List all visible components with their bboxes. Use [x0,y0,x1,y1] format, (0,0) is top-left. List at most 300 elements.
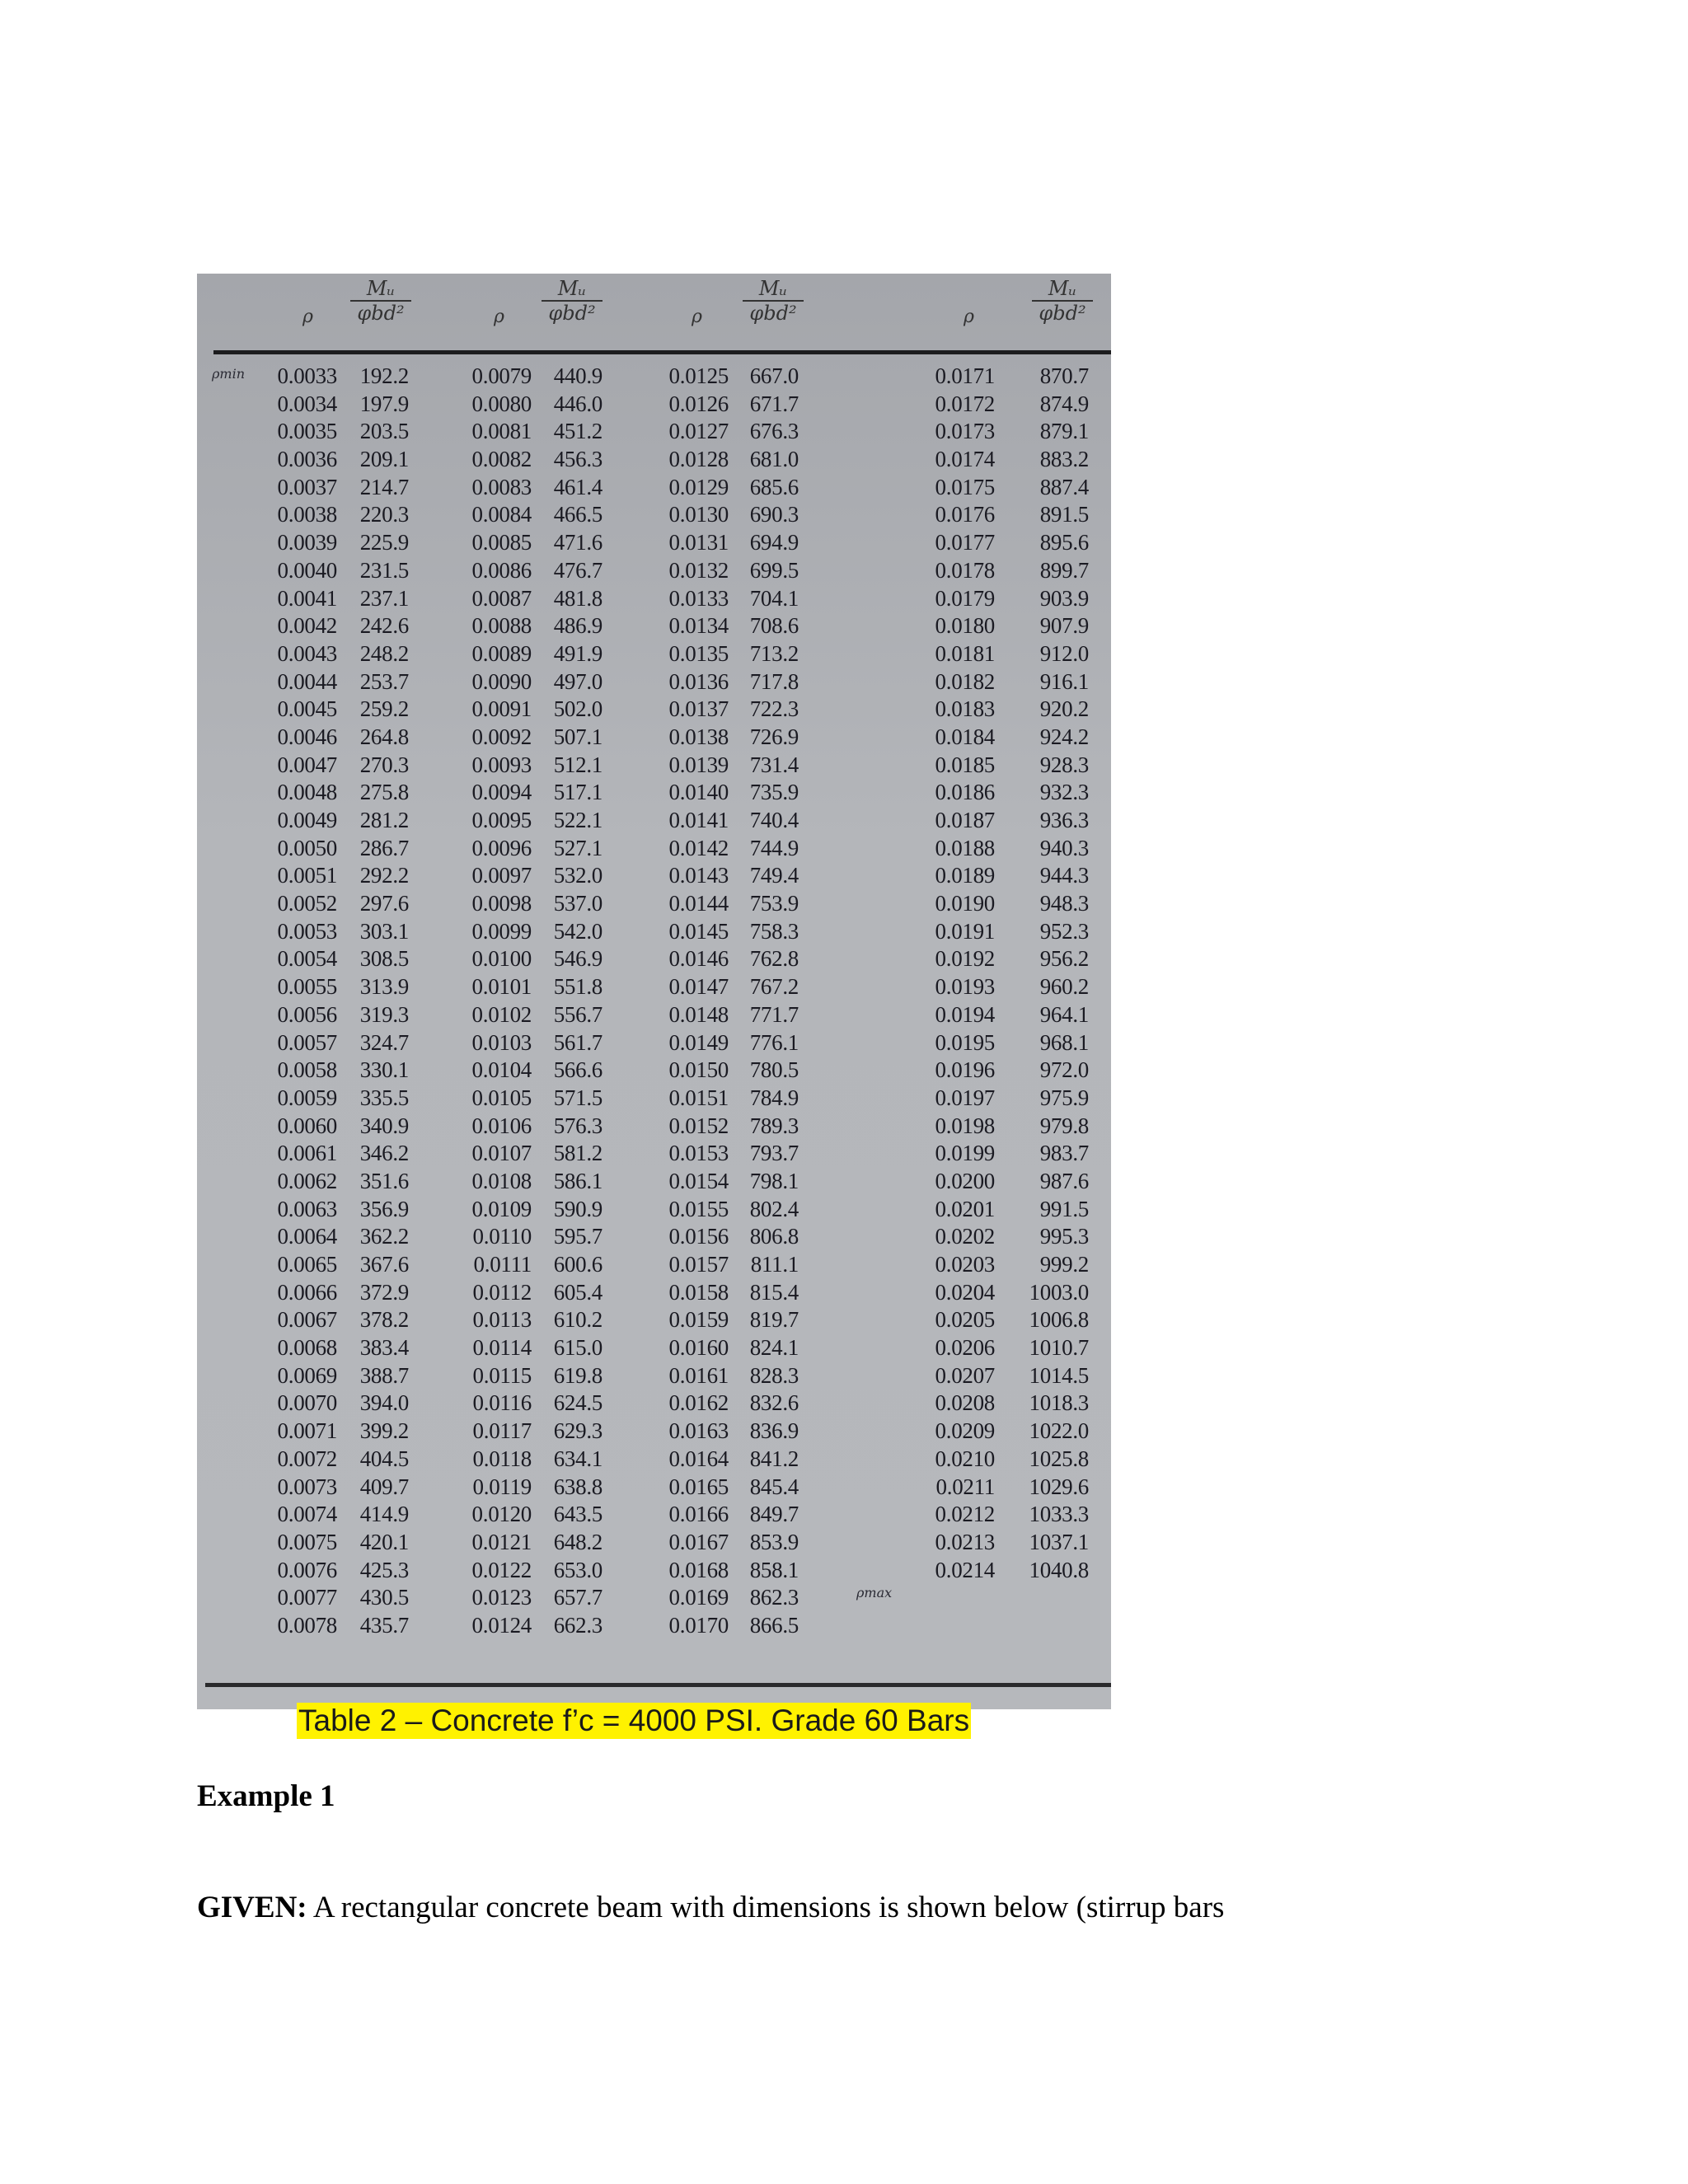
table-caption: Table 2 – Concrete f’c = 4000 PSI. Grade 60 Bars [298,1704,970,1737]
rho-value-cell: 0.0162 [668,1390,729,1416]
rho-value-cell: 0.0120 [471,1502,532,1527]
mu-value-cell: 936.3 [1039,808,1089,832]
rho-value-cell: 0.0179 [935,585,995,611]
rho-value-cell: 0.0087 [471,585,532,611]
mu-value-cell: 308.5 [359,946,409,972]
bottom-rule [205,1683,1111,1687]
rho-value-cell: 0.0207 [935,1362,995,1388]
rho-value-cell: 0.0143 [668,863,729,888]
mu-value-cell: 928.3 [1039,752,1089,777]
mu-value-cell: 960.2 [1039,974,1089,1000]
rho-value-cell: 0.0167 [668,1529,729,1554]
rho-value-cell: 0.0150 [668,1057,729,1083]
rho-value-cell: 0.0166 [668,1502,729,1527]
rho-value-cell: 0.0139 [668,752,729,777]
rho-value-cell: 0.0061 [277,1141,337,1166]
header-mu-denominator: φbd² [1039,302,1086,325]
rho-value-cell: 0.0174 [935,447,995,472]
mu-value-cell: 486.9 [553,613,603,639]
rho-value-cell: 0.0146 [668,946,729,972]
rho-value-cell: 0.0193 [935,974,995,1000]
rho-value-cell: 0.0189 [935,863,995,888]
mu-value-cell: 237.1 [359,585,409,611]
mu-value-cell: 362.2 [359,1224,409,1249]
rho-value-cell: 0.0056 [277,1001,337,1027]
mu-value-cell: 367.6 [359,1252,409,1277]
mu-value-cell: 753.9 [749,891,799,916]
mu-value-cell: 968.1 [1039,1029,1089,1055]
rho-value-cell: 0.0119 [472,1474,532,1499]
mu-value-cell: 259.2 [359,696,409,722]
rho-value-cell: 0.0084 [471,502,532,527]
rho-value-cell: 0.0062 [277,1168,337,1193]
header-mu-numerator: Mᵤ [557,277,587,300]
rho-value-cell: 0.0079 [471,363,532,388]
mu-value-cell: 303.1 [359,918,409,944]
mu-value-cell: 497.0 [553,668,603,694]
rho-value-cell: 0.0085 [471,530,532,555]
mu-value-cell: 1025.8 [1029,1446,1089,1471]
rho-value-cell: 0.0147 [668,974,729,1000]
rho-value-cell: 0.0214 [935,1557,995,1582]
mu-value-cell: 571.5 [553,1085,603,1110]
mu-value-cell: 824.1 [749,1335,799,1361]
mu-value-cell: 964.1 [1039,1001,1089,1027]
mu-value-cell: 708.6 [749,613,799,639]
mu-value-cell: 858.1 [749,1557,799,1582]
rho-value-cell: 0.0121 [471,1529,532,1554]
rho-value-cell: 0.0188 [935,835,995,860]
rho-value-cell: 0.0159 [668,1307,729,1333]
rho-value-cell: 0.0115 [472,1362,532,1388]
rho-value-cell: 0.0109 [471,1196,532,1221]
mu-value-cell: 740.4 [749,808,799,832]
mu-value-cell: 879.1 [1039,419,1089,444]
mu-value-cell: 507.1 [553,724,603,749]
rho-value-cell: 0.0142 [668,835,729,860]
mu-value-cell: 841.2 [749,1446,799,1471]
rho-value-cell: 0.0067 [277,1307,337,1333]
column-mu-4 [1021,363,1089,1584]
mu-value-cell: 916.1 [1039,668,1089,694]
rho-value-cell: 0.0050 [277,835,337,860]
rho-value-cell: 0.0197 [935,1085,995,1110]
mu-value-cell: 388.7 [359,1362,409,1388]
mu-value-cell: 1006.8 [1029,1307,1089,1333]
mu-value-cell: 1033.3 [1029,1502,1089,1527]
rho-value-cell: 0.0208 [935,1390,995,1416]
mu-value-cell: 667.0 [749,363,799,388]
rho-value-cell: 0.0110 [472,1224,532,1249]
rho-value-cell: 0.0152 [668,1113,729,1138]
rho-value-cell: 0.0040 [277,557,337,583]
rho-value-cell: 0.0211 [935,1474,995,1499]
mu-value-cell: 806.8 [749,1224,799,1249]
rho-value-cell: 0.0203 [935,1252,995,1277]
rho-value-cell: 0.0101 [471,974,532,1000]
rho-value-cell: 0.0091 [471,696,532,722]
rho-value-cell: 0.0134 [668,613,729,639]
rho-value-cell: 0.0113 [472,1307,532,1333]
rho-value-cell: 0.0070 [277,1390,337,1416]
rho-value-cell: 0.0083 [471,474,532,499]
column-rho-1 [265,363,337,1640]
mu-value-cell: 895.6 [1039,530,1089,555]
rho-value-cell: 0.0048 [277,780,337,805]
mu-value-cell: 471.6 [553,530,603,555]
mu-value-cell: 952.3 [1039,918,1089,944]
mu-value-cell: 836.9 [749,1418,799,1444]
rho-value-cell: 0.0054 [277,946,337,972]
mu-value-cell: 1010.7 [1029,1335,1089,1361]
mu-value-cell: 789.3 [749,1113,799,1138]
rho-value-cell: 0.0153 [668,1141,729,1166]
rho-value-cell: 0.0049 [277,808,337,832]
mu-value-cell: 461.4 [553,474,603,499]
rho-value-cell: 0.0076 [277,1557,337,1582]
rho-value-cell: 0.0127 [668,419,729,444]
mu-value-cell: 383.4 [359,1335,409,1361]
mu-value-cell: 944.3 [1039,863,1089,888]
rho-value-cell: 0.0081 [471,419,532,444]
given-text: A rectangular concrete beam with dimensions is shown below (stirrup bars [307,1891,1225,1924]
mu-value-cell: 815.4 [749,1279,799,1305]
mu-value-cell: 629.3 [553,1418,603,1444]
rho-value-cell: 0.0090 [471,668,532,694]
mu-value-cell: 542.0 [553,918,603,944]
mu-value-cell: 556.7 [553,1001,603,1027]
mu-value-cell: 214.7 [359,474,409,499]
mu-value-cell: 762.8 [749,946,799,972]
mu-value-cell: 643.5 [553,1502,603,1527]
rho-value-cell: 0.0068 [277,1335,337,1361]
rho-value-cell: 0.0094 [471,780,532,805]
rho-value-cell: 0.0199 [935,1141,995,1166]
rho-value-cell: 0.0055 [277,974,337,1000]
rho-value-cell: 0.0182 [935,668,995,694]
mu-value-cell: 209.1 [359,447,409,472]
rho-value-cell: 0.0045 [277,696,337,722]
rho-value-cell: 0.0038 [277,502,337,527]
rho-value-cell: 0.0157 [668,1252,729,1277]
mu-value-cell: 685.6 [749,474,799,499]
mu-value-cell: 948.3 [1039,891,1089,916]
rho-value-cell: 0.0033 [277,363,337,388]
mu-value-cell: 903.9 [1039,585,1089,611]
mu-value-cell: 270.3 [359,752,409,777]
mu-value-cell: 561.7 [553,1029,603,1055]
mu-value-cell: 527.1 [553,835,603,860]
header-mu-4 [1025,277,1100,351]
rho-value-cell: 0.0103 [471,1029,532,1055]
mu-value-cell: 704.1 [749,585,799,611]
mu-value-cell: 1029.6 [1029,1474,1089,1499]
rho-value-cell: 0.0058 [277,1057,337,1083]
rho-value-cell: 0.0209 [935,1418,995,1444]
mu-value-cell: 1022.0 [1029,1418,1089,1444]
rho-value-cell: 0.0107 [471,1141,532,1166]
mu-value-cell: 624.5 [553,1390,603,1416]
mu-value-cell: 802.4 [749,1196,799,1221]
given-label: GIVEN: [197,1891,307,1924]
mu-value-cell: 1014.5 [1029,1362,1089,1388]
rho-value-cell: 0.0051 [277,863,337,888]
mu-value-cell: 694.9 [749,530,799,555]
rho-value-cell: 0.0053 [277,918,337,944]
column-mu-3 [748,363,799,1640]
mu-value-cell: 849.7 [749,1502,799,1527]
mu-value-cell: 425.3 [359,1557,409,1582]
rho-value-cell: 0.0148 [668,1001,729,1027]
rho-value-cell: 0.0088 [471,613,532,639]
rho-value-cell: 0.0104 [471,1057,532,1083]
mu-value-cell: 394.0 [359,1390,409,1416]
mu-value-cell: 657.7 [553,1585,603,1610]
mu-value-cell: 653.0 [553,1557,603,1582]
rho-value-cell: 0.0173 [935,419,995,444]
rho-value-cell: 0.0202 [935,1224,995,1249]
mu-value-cell: 330.1 [359,1057,409,1083]
mu-value-cell: 1037.1 [1029,1529,1089,1554]
rho-value-cell: 0.0161 [668,1362,729,1388]
rho-value-cell: 0.0118 [472,1446,532,1471]
rho-value-cell: 0.0130 [668,502,729,527]
mu-value-cell: 286.7 [359,835,409,860]
rho-value-cell: 0.0112 [472,1279,532,1305]
mu-value-cell: 1018.3 [1029,1390,1089,1416]
rho-value-cell: 0.0037 [277,474,337,499]
mu-value-cell: 932.3 [1039,780,1089,805]
mu-value-cell: 776.1 [749,1029,799,1055]
table-scan-image [197,274,1111,1709]
mu-value-cell: 866.5 [749,1612,799,1638]
mu-value-cell: 699.5 [749,557,799,583]
mu-value-cell: 853.9 [749,1529,799,1554]
mu-value-cell: 758.3 [749,918,799,944]
mu-value-cell: 610.2 [553,1307,603,1333]
mu-value-cell: 586.1 [553,1168,603,1193]
rho-value-cell: 0.0044 [277,668,337,694]
rho-value-cell: 0.0137 [668,696,729,722]
mu-value-cell: 351.6 [359,1168,409,1193]
mu-value-cell: 605.4 [553,1279,603,1305]
rho-value-cell: 0.0184 [935,724,995,749]
rho-value-cell: 0.0106 [471,1113,532,1138]
rho-value-cell: 0.0135 [668,640,729,666]
mu-value-cell: 784.9 [749,1085,799,1110]
mu-value-cell: 532.0 [553,863,603,888]
rho-value-cell: 0.0140 [668,780,729,805]
mu-value-cell: 399.2 [359,1418,409,1444]
mu-value-cell: 335.5 [359,1085,409,1110]
mu-value-cell: 319.3 [359,1001,409,1027]
mu-value-cell: 346.2 [359,1141,409,1166]
header-mu-2 [535,277,609,351]
header-rho-4: ρ [964,307,974,327]
mu-value-cell: 798.1 [749,1168,799,1193]
mu-value-cell: 972.0 [1039,1057,1089,1083]
mu-value-cell: 744.9 [749,835,799,860]
header-rho-1: ρ [302,307,313,327]
rho-value-cell: 0.0178 [935,557,995,583]
mu-value-cell: 648.2 [553,1529,603,1554]
rho-value-cell: 0.0201 [935,1196,995,1221]
rho-value-cell: 0.0128 [668,447,729,472]
rho-value-cell: 0.0063 [277,1196,337,1221]
mu-value-cell: 466.5 [553,502,603,527]
rho-min-marker: ρmin [212,366,245,382]
rho-value-cell: 0.0066 [277,1279,337,1305]
mu-value-cell: 192.2 [359,363,409,388]
mu-value-cell: 551.8 [553,974,603,1000]
rho-value-cell: 0.0075 [277,1529,337,1554]
rho-value-cell: 0.0212 [935,1502,995,1527]
mu-value-cell: 862.3 [749,1585,799,1610]
mu-value-cell: 537.0 [553,891,603,916]
mu-value-cell: 430.5 [359,1585,409,1610]
rho-value-cell: 0.0111 [473,1252,532,1277]
rho-value-cell: 0.0176 [935,502,995,527]
mu-value-cell: 780.5 [749,1057,799,1083]
rho-value-cell: 0.0149 [668,1029,729,1055]
rho-value-cell: 0.0136 [668,668,729,694]
rho-value-cell: 0.0108 [471,1168,532,1193]
mu-value-cell: 793.7 [749,1141,799,1166]
rho-value-cell: 0.0096 [471,835,532,860]
rho-value-cell: 0.0073 [277,1474,337,1499]
mu-value-cell: 924.2 [1039,724,1089,749]
rho-value-cell: 0.0213 [935,1529,995,1554]
header-rho-2: ρ [494,307,504,327]
mu-value-cell: 372.9 [359,1279,409,1305]
rho-value-cell: 0.0151 [668,1085,729,1110]
mu-value-cell: 940.3 [1039,835,1089,860]
rho-value-cell: 0.0065 [277,1252,337,1277]
mu-value-cell: 420.1 [359,1529,409,1554]
rho-value-cell: 0.0039 [277,530,337,555]
rho-value-cell: 0.0131 [668,530,729,555]
mu-value-cell: 975.9 [1039,1085,1089,1110]
mu-value-cell: 828.3 [749,1362,799,1388]
mu-value-cell: 248.2 [359,640,409,666]
rho-value-cell: 0.0206 [935,1335,995,1361]
rho-value-cell: 0.0154 [668,1168,729,1193]
mu-value-cell: 297.6 [359,891,409,916]
rho-value-cell: 0.0047 [277,752,337,777]
rho-value-cell: 0.0180 [935,613,995,639]
rho-value-cell: 0.0168 [668,1557,729,1582]
rho-value-cell: 0.0102 [471,1001,532,1027]
mu-value-cell: 220.3 [359,502,409,527]
rho-value-cell: 0.0144 [668,891,729,916]
header-mu-denominator: φbd² [749,302,797,325]
mu-value-cell: 446.0 [553,391,603,416]
mu-value-cell: 634.1 [553,1446,603,1471]
rho-value-cell: 0.0170 [668,1612,729,1638]
rho-value-cell: 0.0194 [935,1001,995,1027]
header-mu-numerator: Mᵤ [366,277,396,300]
mu-value-cell: 595.7 [553,1224,603,1249]
column-rho-3 [656,363,729,1640]
rho-value-cell: 0.0092 [471,724,532,749]
mu-value-cell: 1040.8 [1029,1557,1089,1582]
rho-value-cell: 0.0041 [277,585,337,611]
rho-value-cell: 0.0169 [668,1585,729,1610]
mu-value-cell: 502.0 [553,696,603,722]
rho-value-cell: 0.0095 [471,808,532,832]
mu-value-cell: 907.9 [1039,613,1089,639]
rho-value-cell: 0.0200 [935,1168,995,1193]
header-mu-numerator: Mᵤ [1048,277,1077,300]
mu-value-cell: 749.4 [749,863,799,888]
mu-value-cell: 281.2 [359,808,409,832]
rho-value-cell: 0.0059 [277,1085,337,1110]
rho-value-cell: 0.0195 [935,1029,995,1055]
rho-value-cell: 0.0181 [935,640,995,666]
rho-value-cell: 0.0060 [277,1113,337,1138]
rho-value-cell: 0.0190 [935,891,995,916]
rho-value-cell: 0.0164 [668,1446,729,1471]
mu-value-cell: 681.0 [749,447,799,472]
rho-value-cell: 0.0069 [277,1362,337,1388]
column-rho-2 [459,363,532,1640]
mu-value-cell: 456.3 [553,447,603,472]
rho-value-cell: 0.0043 [277,640,337,666]
mu-value-cell: 771.7 [749,1001,799,1027]
rho-value-cell: 0.0114 [472,1335,532,1361]
mu-value-cell: 1003.0 [1029,1279,1089,1305]
rho-value-cell: 0.0175 [935,474,995,499]
rho-value-cell: 0.0141 [668,808,729,832]
rho-value-cell: 0.0082 [471,447,532,472]
rho-value-cell: 0.0125 [668,363,729,388]
rho-value-cell: 0.0046 [277,724,337,749]
mu-value-cell: 999.2 [1039,1252,1089,1277]
rho-value-cell: 0.0072 [277,1446,337,1471]
mu-value-cell: 242.6 [359,613,409,639]
mu-value-cell: 231.5 [359,557,409,583]
mu-value-cell: 409.7 [359,1474,409,1499]
mu-value-cell: 451.2 [553,419,603,444]
mu-value-cell: 517.1 [553,780,603,805]
mu-value-cell: 275.8 [359,780,409,805]
mu-value-cell: 726.9 [749,724,799,749]
mu-value-cell: 832.6 [749,1390,799,1416]
mu-value-cell: 566.6 [553,1057,603,1083]
mu-value-cell: 991.5 [1039,1196,1089,1221]
mu-value-cell: 899.7 [1039,557,1089,583]
rho-value-cell: 0.0196 [935,1057,995,1083]
rho-value-cell: 0.0210 [935,1446,995,1471]
mu-value-cell: 435.7 [359,1612,409,1638]
mu-value-cell: 522.1 [553,808,603,832]
rho-value-cell: 0.0156 [668,1224,729,1249]
mu-value-cell: 713.2 [749,640,799,666]
rho-value-cell: 0.0086 [471,557,532,583]
mu-value-cell: 638.8 [553,1474,603,1499]
mu-value-cell: 676.3 [749,419,799,444]
mu-value-cell: 476.7 [553,557,603,583]
example-heading: Example 1 [197,1779,335,1813]
mu-value-cell: 619.8 [553,1362,603,1388]
rho-value-cell: 0.0138 [668,724,729,749]
rho-value-cell: 0.0171 [935,363,995,388]
mu-value-cell: 722.3 [749,696,799,722]
mu-value-cell: 767.2 [749,974,799,1000]
mu-value-cell: 811.1 [750,1252,799,1277]
rho-value-cell: 0.0205 [935,1307,995,1333]
rho-value-cell: 0.0204 [935,1279,995,1305]
